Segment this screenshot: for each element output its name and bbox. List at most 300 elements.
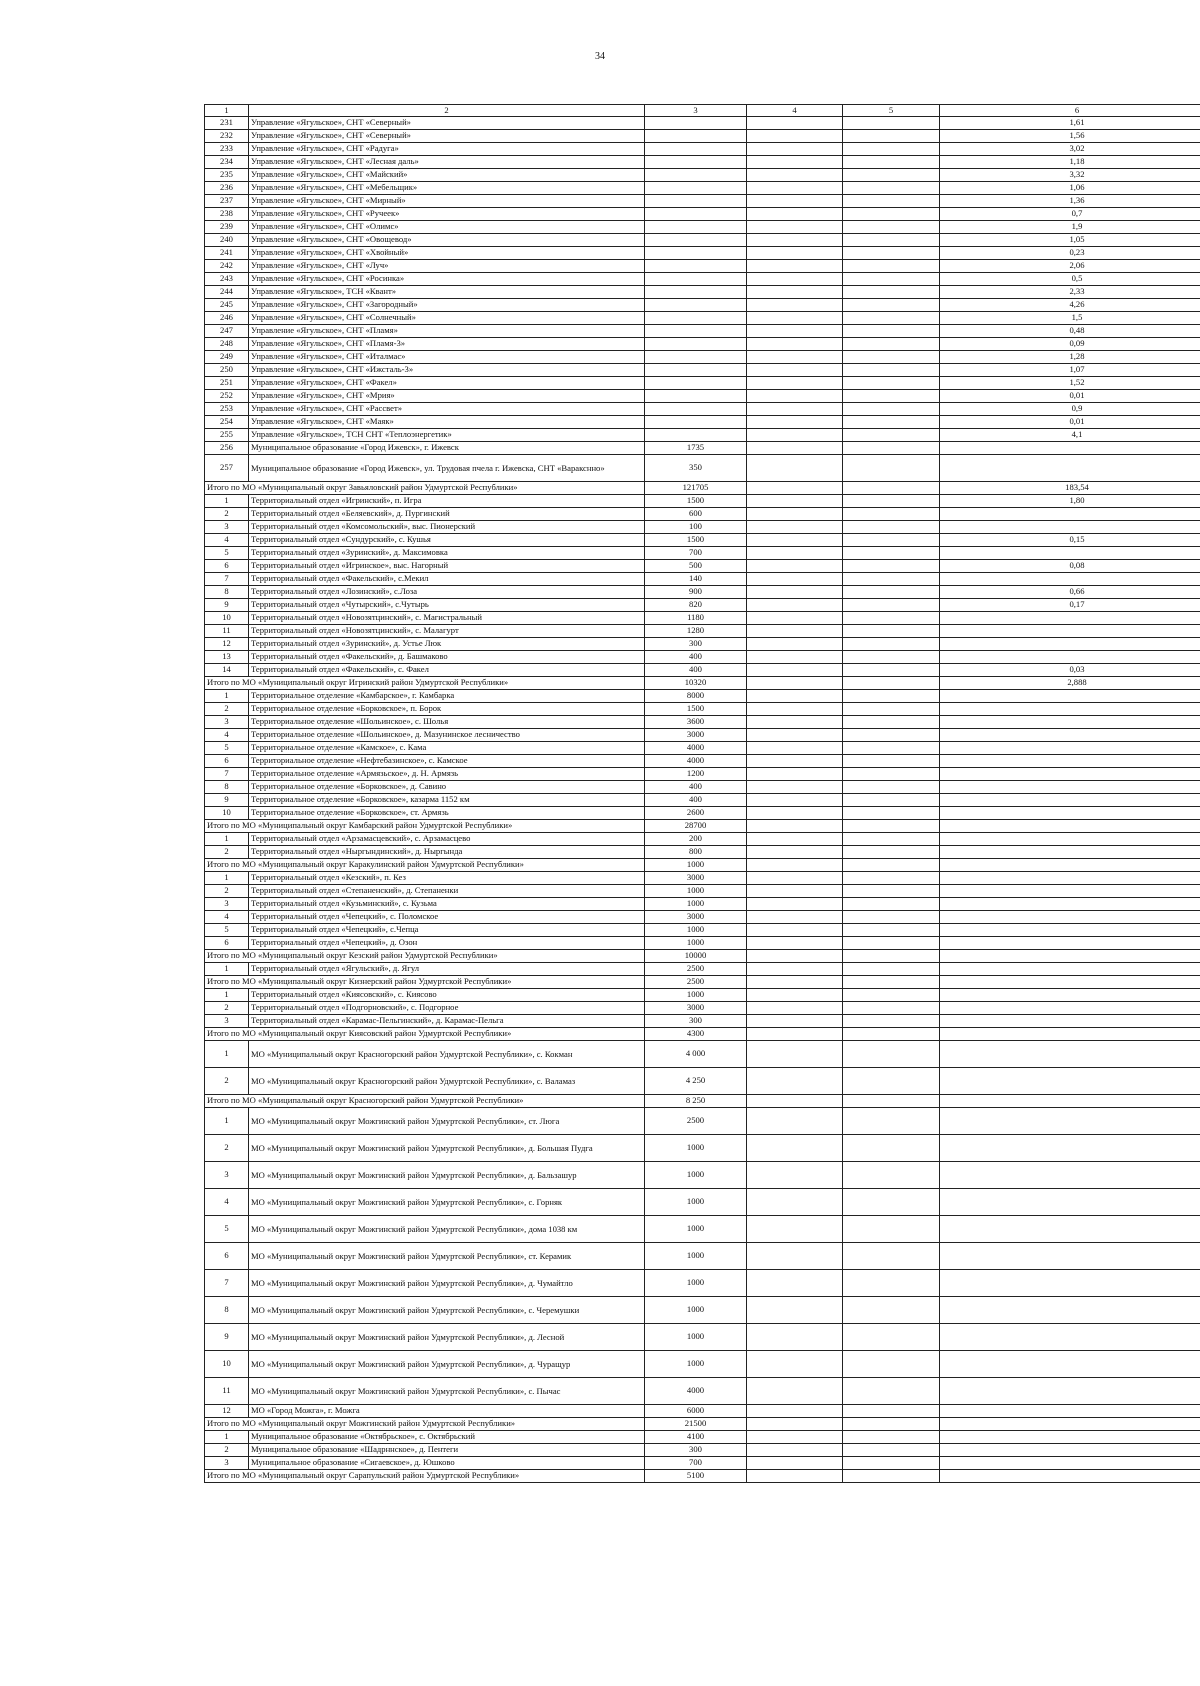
row-name-cell: Управление «Ягульское», СНТ «Хвойный»: [249, 247, 645, 260]
table-row: [205, 846, 1200, 859]
row-number-cell: 234: [205, 156, 249, 169]
col3-cell: 1000: [645, 1216, 747, 1243]
col6-cell: [940, 690, 1200, 703]
col3-cell: 500: [645, 560, 747, 573]
col6-cell: [940, 924, 1200, 937]
table-row: [205, 911, 1200, 924]
col5-cell: [843, 755, 940, 768]
col4-cell: [747, 429, 843, 442]
row-name-cell: Территориальный отдел «Факельский», с. Факел: [249, 664, 645, 677]
col6-cell: [940, 625, 1200, 638]
table-row: [205, 703, 1200, 716]
row-number-cell: 2: [205, 1068, 249, 1095]
row-number-cell: 245: [205, 299, 249, 312]
col6-cell: 1,9: [940, 221, 1200, 234]
col6-cell: [940, 1002, 1200, 1015]
col6-cell: [940, 547, 1200, 560]
table-row: [205, 156, 1200, 169]
row-name-cell: Территориальный отдел «Чепецкий», с.Чепца: [249, 924, 645, 937]
col6-cell: 4,1: [940, 429, 1200, 442]
col6-cell: [940, 651, 1200, 664]
col5-cell: [843, 325, 940, 338]
table-body: [205, 105, 1200, 1483]
col5-cell: [843, 182, 940, 195]
col5-cell: [843, 377, 940, 390]
row-number-cell: 10: [205, 807, 249, 820]
col4-cell: [747, 247, 843, 260]
table-row: [205, 1216, 1200, 1243]
row-name-cell: МО «Муниципальный округ Можгинский район Удмуртской Республики», ст. Люга: [249, 1108, 645, 1135]
row-name-cell: Управление «Ягульское», СНТ «Ижсталь-3»: [249, 364, 645, 377]
total-label: Итого по МО «Муниципальный округ Кезский район Удмуртской Республики»: [205, 950, 645, 963]
table-row: [205, 312, 1200, 325]
row-name-cell: Территориальный отдел «Киясовский», с. Киясово: [249, 989, 645, 1002]
row-name-cell: Территориальное отделение «Борковское», д. Савино: [249, 781, 645, 794]
col5-cell: [843, 1324, 940, 1351]
col3-cell: [645, 377, 747, 390]
col6-cell: [940, 1028, 1200, 1041]
col3-cell: 200: [645, 833, 747, 846]
col3-cell: 4000: [645, 742, 747, 755]
col3-cell: [645, 117, 747, 130]
table-row: [205, 573, 1200, 586]
row-number-cell: 14: [205, 664, 249, 677]
row-name-cell: Управление «Ягульское», СНТ «Мебельщик»: [249, 182, 645, 195]
row-name-cell: МО «Муниципальный округ Можгинский район Удмуртской Республики», д. Чумайтло: [249, 1270, 645, 1297]
col6-cell: [940, 573, 1200, 586]
table-row: [205, 924, 1200, 937]
table-row: [205, 651, 1200, 664]
row-name-cell: МО «Муниципальный округ Можгинский район Удмуртской Республики», ст. Керамик: [249, 1243, 645, 1270]
col5-cell: [843, 195, 940, 208]
col4-cell: [747, 1135, 843, 1162]
col5-cell: [843, 1405, 940, 1418]
table-row: [205, 377, 1200, 390]
table-row: [205, 1243, 1200, 1270]
col6-cell: 1,28: [940, 351, 1200, 364]
row-number-cell: 3: [205, 1457, 249, 1470]
col3-cell: [645, 169, 747, 182]
row-name-cell: Территориальный отдел «Кузьминский», с. Кузьма: [249, 898, 645, 911]
col3-cell: 100: [645, 521, 747, 534]
col4-cell: [747, 1431, 843, 1444]
col4-cell: [747, 377, 843, 390]
row-name-cell: Управление «Ягульское», СНТ «Пламя»: [249, 325, 645, 338]
row-number-cell: 253: [205, 403, 249, 416]
table-row: [205, 351, 1200, 364]
col5-cell: [843, 911, 940, 924]
row-number-cell: 5: [205, 1216, 249, 1243]
row-number-cell: 4: [205, 911, 249, 924]
col3-cell: [645, 312, 747, 325]
col4-cell: [747, 963, 843, 976]
table-row: [205, 885, 1200, 898]
col5-cell: [843, 1457, 940, 1470]
col5-cell: [843, 820, 940, 833]
total-row: [205, 976, 1200, 989]
table-row: [205, 1015, 1200, 1028]
col3-cell: 5100: [645, 1470, 747, 1483]
col4-cell: [747, 911, 843, 924]
row-name-cell: Территориальный отдел «Чепецкий», с. Поломское: [249, 911, 645, 924]
col5-cell: [843, 1297, 940, 1324]
col3-cell: 3000: [645, 1002, 747, 1015]
table-row: [205, 1351, 1200, 1378]
col5-cell: [843, 351, 940, 364]
col4-cell: [747, 1243, 843, 1270]
total-row: [205, 1095, 1200, 1108]
col3-cell: 3000: [645, 729, 747, 742]
col5-cell: [843, 234, 940, 247]
row-number-cell: 2: [205, 703, 249, 716]
col3-cell: 1500: [645, 495, 747, 508]
col3-cell: 1000: [645, 1162, 747, 1189]
col4-cell: [747, 208, 843, 221]
table-row: [205, 1041, 1200, 1068]
row-name-cell: Территориальное отделение «Нефтебазинское», с. Камское: [249, 755, 645, 768]
col4-cell: [747, 651, 843, 664]
row-name-cell: МО «Муниципальный округ Можгинский район Удмуртской Республики», дома 1038 км: [249, 1216, 645, 1243]
table-row: [205, 599, 1200, 612]
row-number-cell: 3: [205, 898, 249, 911]
row-number-cell: 1: [205, 989, 249, 1002]
col6-cell: [940, 1457, 1200, 1470]
col5-cell: [843, 312, 940, 325]
row-number-cell: 6: [205, 937, 249, 950]
col3-cell: 8000: [645, 690, 747, 703]
table-row: [205, 612, 1200, 625]
col5-cell: [843, 442, 940, 455]
col4-cell: [747, 768, 843, 781]
col5-cell: [843, 560, 940, 573]
col6-cell: 2,33: [940, 286, 1200, 299]
col6-cell: [940, 1351, 1200, 1378]
row-number-cell: 6: [205, 560, 249, 573]
row-name-cell: Управление «Ягульское», СНТ «Олимс»: [249, 221, 645, 234]
col3-cell: [645, 364, 747, 377]
col5-cell: [843, 403, 940, 416]
row-number-cell: 11: [205, 625, 249, 638]
col3-cell: 1000: [645, 937, 747, 950]
row-number-cell: 9: [205, 1324, 249, 1351]
col4-cell: [747, 182, 843, 195]
col3-cell: [645, 403, 747, 416]
row-number-cell: 232: [205, 130, 249, 143]
row-name-cell: МО «Муниципальный округ Можгинский район Удмуртской Республики», д. Лесной: [249, 1324, 645, 1351]
col4-cell: [747, 690, 843, 703]
col6-cell: [940, 1418, 1200, 1431]
table-row: [205, 690, 1200, 703]
col3-cell: 1000: [645, 989, 747, 1002]
table-row: [205, 455, 1200, 482]
col6-cell: 3,02: [940, 143, 1200, 156]
col4-cell: [747, 156, 843, 169]
col6-cell: [940, 1095, 1200, 1108]
table-row: [205, 390, 1200, 403]
row-name-cell: Управление «Ягульское», ТСН СНТ «Теплоэнергетик»: [249, 429, 645, 442]
col3-cell: [645, 299, 747, 312]
total-label: Итого по МО «Муниципальный округ Завьяловский район Удмуртской Республики»: [205, 482, 645, 495]
col5-cell: [843, 1378, 940, 1405]
row-name-cell: МО «Муниципальный округ Можгинский район Удмуртской Республики», с. Горняк: [249, 1189, 645, 1216]
row-number-cell: 8: [205, 781, 249, 794]
row-number-cell: 249: [205, 351, 249, 364]
col3-cell: [645, 247, 747, 260]
col3-cell: [645, 390, 747, 403]
col4-cell: [747, 898, 843, 911]
col6-cell: 0,7: [940, 208, 1200, 221]
col5-cell: [843, 260, 940, 273]
col4-cell: [747, 1270, 843, 1297]
col4-cell: [747, 1189, 843, 1216]
col6-cell: [940, 976, 1200, 989]
col6-cell: [940, 1270, 1200, 1297]
col4-cell: [747, 221, 843, 234]
col5-cell: [843, 690, 940, 703]
table-row: [205, 1068, 1200, 1095]
col3-cell: 8 250: [645, 1095, 747, 1108]
table-row: [205, 807, 1200, 820]
row-name-cell: Территориальное отделение «Камское», с. Кама: [249, 742, 645, 755]
col5-cell: [843, 455, 940, 482]
col4-cell: [747, 521, 843, 534]
col4-cell: [747, 1028, 843, 1041]
row-number-cell: 1: [205, 690, 249, 703]
col5-cell: [843, 416, 940, 429]
col4-cell: [747, 508, 843, 521]
col3-cell: 300: [645, 1015, 747, 1028]
row-name-cell: Управление «Ягульское», СНТ «Майский»: [249, 169, 645, 182]
col3-cell: 1000: [645, 1351, 747, 1378]
table-row: [205, 182, 1200, 195]
col5-cell: [843, 872, 940, 885]
col4-cell: [747, 1457, 843, 1470]
total-row: [205, 950, 1200, 963]
total-row: [205, 859, 1200, 872]
col5-cell: [843, 664, 940, 677]
col4-cell: [747, 937, 843, 950]
row-number-cell: 250: [205, 364, 249, 377]
row-name-cell: Управление «Ягульское», СНТ «Рассвет»: [249, 403, 645, 416]
row-number-cell: 1: [205, 833, 249, 846]
table-row: [205, 742, 1200, 755]
col4-cell: [747, 364, 843, 377]
row-number-cell: 11: [205, 1378, 249, 1405]
col6-cell: [940, 1108, 1200, 1135]
row-number-cell: 1: [205, 872, 249, 885]
col3-cell: 3000: [645, 911, 747, 924]
row-number-cell: 8: [205, 1297, 249, 1324]
table-row: [205, 794, 1200, 807]
table-row: [205, 560, 1200, 573]
data-table: [204, 104, 1200, 1483]
total-label: Итого по МО «Муниципальный округ Киясовский район Удмуртской Республики»: [205, 1028, 645, 1041]
row-name-cell: Территориальный отдел «Факельский», с.Мекил: [249, 573, 645, 586]
col5-cell: [843, 1108, 940, 1135]
total-label: Итого по МО «Муниципальный округ Красногорский район Удмуртской Республики»: [205, 1095, 645, 1108]
col4-cell: [747, 1444, 843, 1457]
col3-cell: 820: [645, 599, 747, 612]
table-row: [205, 1405, 1200, 1418]
col3-cell: 4100: [645, 1431, 747, 1444]
table-row: [205, 508, 1200, 521]
col6-cell: [940, 1216, 1200, 1243]
row-name-cell: Территориальный отдел «Комсомольский», выс. Пионерский: [249, 521, 645, 534]
table-row: [205, 768, 1200, 781]
row-name-cell: Управление «Ягульское», СНТ «Ручеек»: [249, 208, 645, 221]
col5-cell: [843, 547, 940, 560]
col5-cell: [843, 286, 940, 299]
row-number-cell: 242: [205, 260, 249, 273]
row-name-cell: Муниципальное образование «Сигаевское», д. Юшково: [249, 1457, 645, 1470]
col4-cell: [747, 833, 843, 846]
col6-cell: [940, 781, 1200, 794]
row-number-cell: 239: [205, 221, 249, 234]
col6-cell: 0,17: [940, 599, 1200, 612]
col4-cell: [747, 599, 843, 612]
row-number-cell: 2: [205, 508, 249, 521]
col3-cell: 2500: [645, 976, 747, 989]
col6-cell: [940, 1135, 1200, 1162]
row-number-cell: 238: [205, 208, 249, 221]
row-name-cell: Территориальный отдел «Лозинский», с.Лоза: [249, 586, 645, 599]
col5-cell: [843, 989, 940, 1002]
col3-cell: 1000: [645, 1189, 747, 1216]
col6-cell: [940, 833, 1200, 846]
col3-cell: 1735: [645, 442, 747, 455]
row-number-cell: 10: [205, 1351, 249, 1378]
col4-cell: [747, 495, 843, 508]
col6-cell: [940, 1444, 1200, 1457]
table-row: [205, 1135, 1200, 1162]
col6-cell: 1,52: [940, 377, 1200, 390]
col3-cell: 400: [645, 651, 747, 664]
col6-cell: [940, 911, 1200, 924]
row-name-cell: Территориальный отдел «Подгорновский», с. Подгорное: [249, 1002, 645, 1015]
col4-cell: [747, 1015, 843, 1028]
col5-cell: [843, 1189, 940, 1216]
row-number-cell: 235: [205, 169, 249, 182]
col3-cell: 1000: [645, 924, 747, 937]
row-number-cell: 5: [205, 924, 249, 937]
table-row: [205, 872, 1200, 885]
row-number-cell: 3: [205, 521, 249, 534]
col4-cell: [747, 1068, 843, 1095]
table-row: [205, 429, 1200, 442]
col4-cell: [747, 169, 843, 182]
col3-cell: 300: [645, 1444, 747, 1457]
table-row: [205, 1431, 1200, 1444]
col6-cell: [940, 1243, 1200, 1270]
col4-cell: [747, 390, 843, 403]
row-number-cell: 1: [205, 1431, 249, 1444]
col6-cell: 0,09: [940, 338, 1200, 351]
col3-cell: 400: [645, 794, 747, 807]
col6-cell: 0,5: [940, 273, 1200, 286]
col6-cell: [940, 950, 1200, 963]
col4-cell: [747, 547, 843, 560]
row-name-cell: Территориальный отдел «Ныргындинский», д. Ныргында: [249, 846, 645, 859]
col3-cell: [645, 416, 747, 429]
table-row: [205, 260, 1200, 273]
col4-cell: [747, 664, 843, 677]
row-name-cell: Управление «Ягульское», СНТ «Луч»: [249, 260, 645, 273]
col4-cell: [747, 143, 843, 156]
row-name-cell: Муниципальное образование «Город Ижевск», ул. Трудовая пчела г. Ижевска, СНТ «Варакснно»: [249, 455, 645, 482]
col6-cell: [940, 1324, 1200, 1351]
row-number-cell: 3: [205, 1015, 249, 1028]
col6-cell: 4,26: [940, 299, 1200, 312]
table-row: [205, 638, 1200, 651]
col4-cell: [747, 455, 843, 482]
col3-cell: 140: [645, 573, 747, 586]
col6-cell: [940, 885, 1200, 898]
col4-cell: [747, 820, 843, 833]
col5-cell: [843, 976, 940, 989]
col4-cell: [747, 1418, 843, 1431]
row-name-cell: Территориальный отдел «Сундурский», с. Кушья: [249, 534, 645, 547]
col6-cell: [940, 807, 1200, 820]
row-number-cell: 2: [205, 1135, 249, 1162]
col5-cell: [843, 1444, 940, 1457]
row-name-cell: Территориальный отдел «Кезский», п. Кез: [249, 872, 645, 885]
row-number-cell: 13: [205, 651, 249, 664]
row-name-cell: Территориальный отдел «Беляевский», д. Пургинский: [249, 508, 645, 521]
row-name-cell: Территориальный отдел «Ягульский», д. Ягул: [249, 963, 645, 976]
col5-cell: [843, 729, 940, 742]
row-name-cell: Территориальный отдел «Степаненский», д. Степаненки: [249, 885, 645, 898]
table-row: [205, 521, 1200, 534]
row-name-cell: Территориальный отдел «Факельский», д. Башмаково: [249, 651, 645, 664]
col4-cell: [747, 755, 843, 768]
total-label: Итого по МО «Муниципальный округ Можгинский район Удмуртской Республики»: [205, 1418, 645, 1431]
col4-cell: [747, 950, 843, 963]
col6-cell: [940, 937, 1200, 950]
col4-cell: [747, 273, 843, 286]
col3-cell: 1280: [645, 625, 747, 638]
col3-cell: 21500: [645, 1418, 747, 1431]
row-number-cell: 4: [205, 729, 249, 742]
col5-cell: [843, 651, 940, 664]
row-name-cell: МО «Муниципальный округ Можгинский район Удмуртской Республики», с. Пычас: [249, 1378, 645, 1405]
col5-cell: [843, 429, 940, 442]
row-name-cell: Территориальное отделение «Борковское», п. Борок: [249, 703, 645, 716]
row-number-cell: 236: [205, 182, 249, 195]
row-number-cell: 1: [205, 963, 249, 976]
col4-cell: [747, 1108, 843, 1135]
total-label: Итого по МО «Муниципальный округ Сарапульский район Удмуртской Республики»: [205, 1470, 645, 1483]
row-name-cell: Управление «Ягульское», СНТ «Мрия»: [249, 390, 645, 403]
row-name-cell: Управление «Ягульское», СНТ «Загородный»: [249, 299, 645, 312]
table-row: [205, 1270, 1200, 1297]
col6-cell: 0,08: [940, 560, 1200, 573]
col3-cell: 1000: [645, 885, 747, 898]
col3-cell: [645, 143, 747, 156]
col5-cell: [843, 1015, 940, 1028]
col5-cell: [843, 742, 940, 755]
col6-cell: [940, 859, 1200, 872]
row-name-cell: Территориальный отдел «Карамас-Пельгинский», д. Карамас-Пельга: [249, 1015, 645, 1028]
table-row: [205, 169, 1200, 182]
col5-cell: [843, 794, 940, 807]
col3-cell: 1000: [645, 1243, 747, 1270]
row-name-cell: Управление «Ягульское», СНТ «Росинка»: [249, 273, 645, 286]
col4-cell: [747, 781, 843, 794]
col5-cell: [843, 781, 940, 794]
col4-cell: [747, 924, 843, 937]
total-label: Итого по МО «Муниципальный округ Камбарский район Удмуртской Республики»: [205, 820, 645, 833]
col3-cell: 400: [645, 664, 747, 677]
